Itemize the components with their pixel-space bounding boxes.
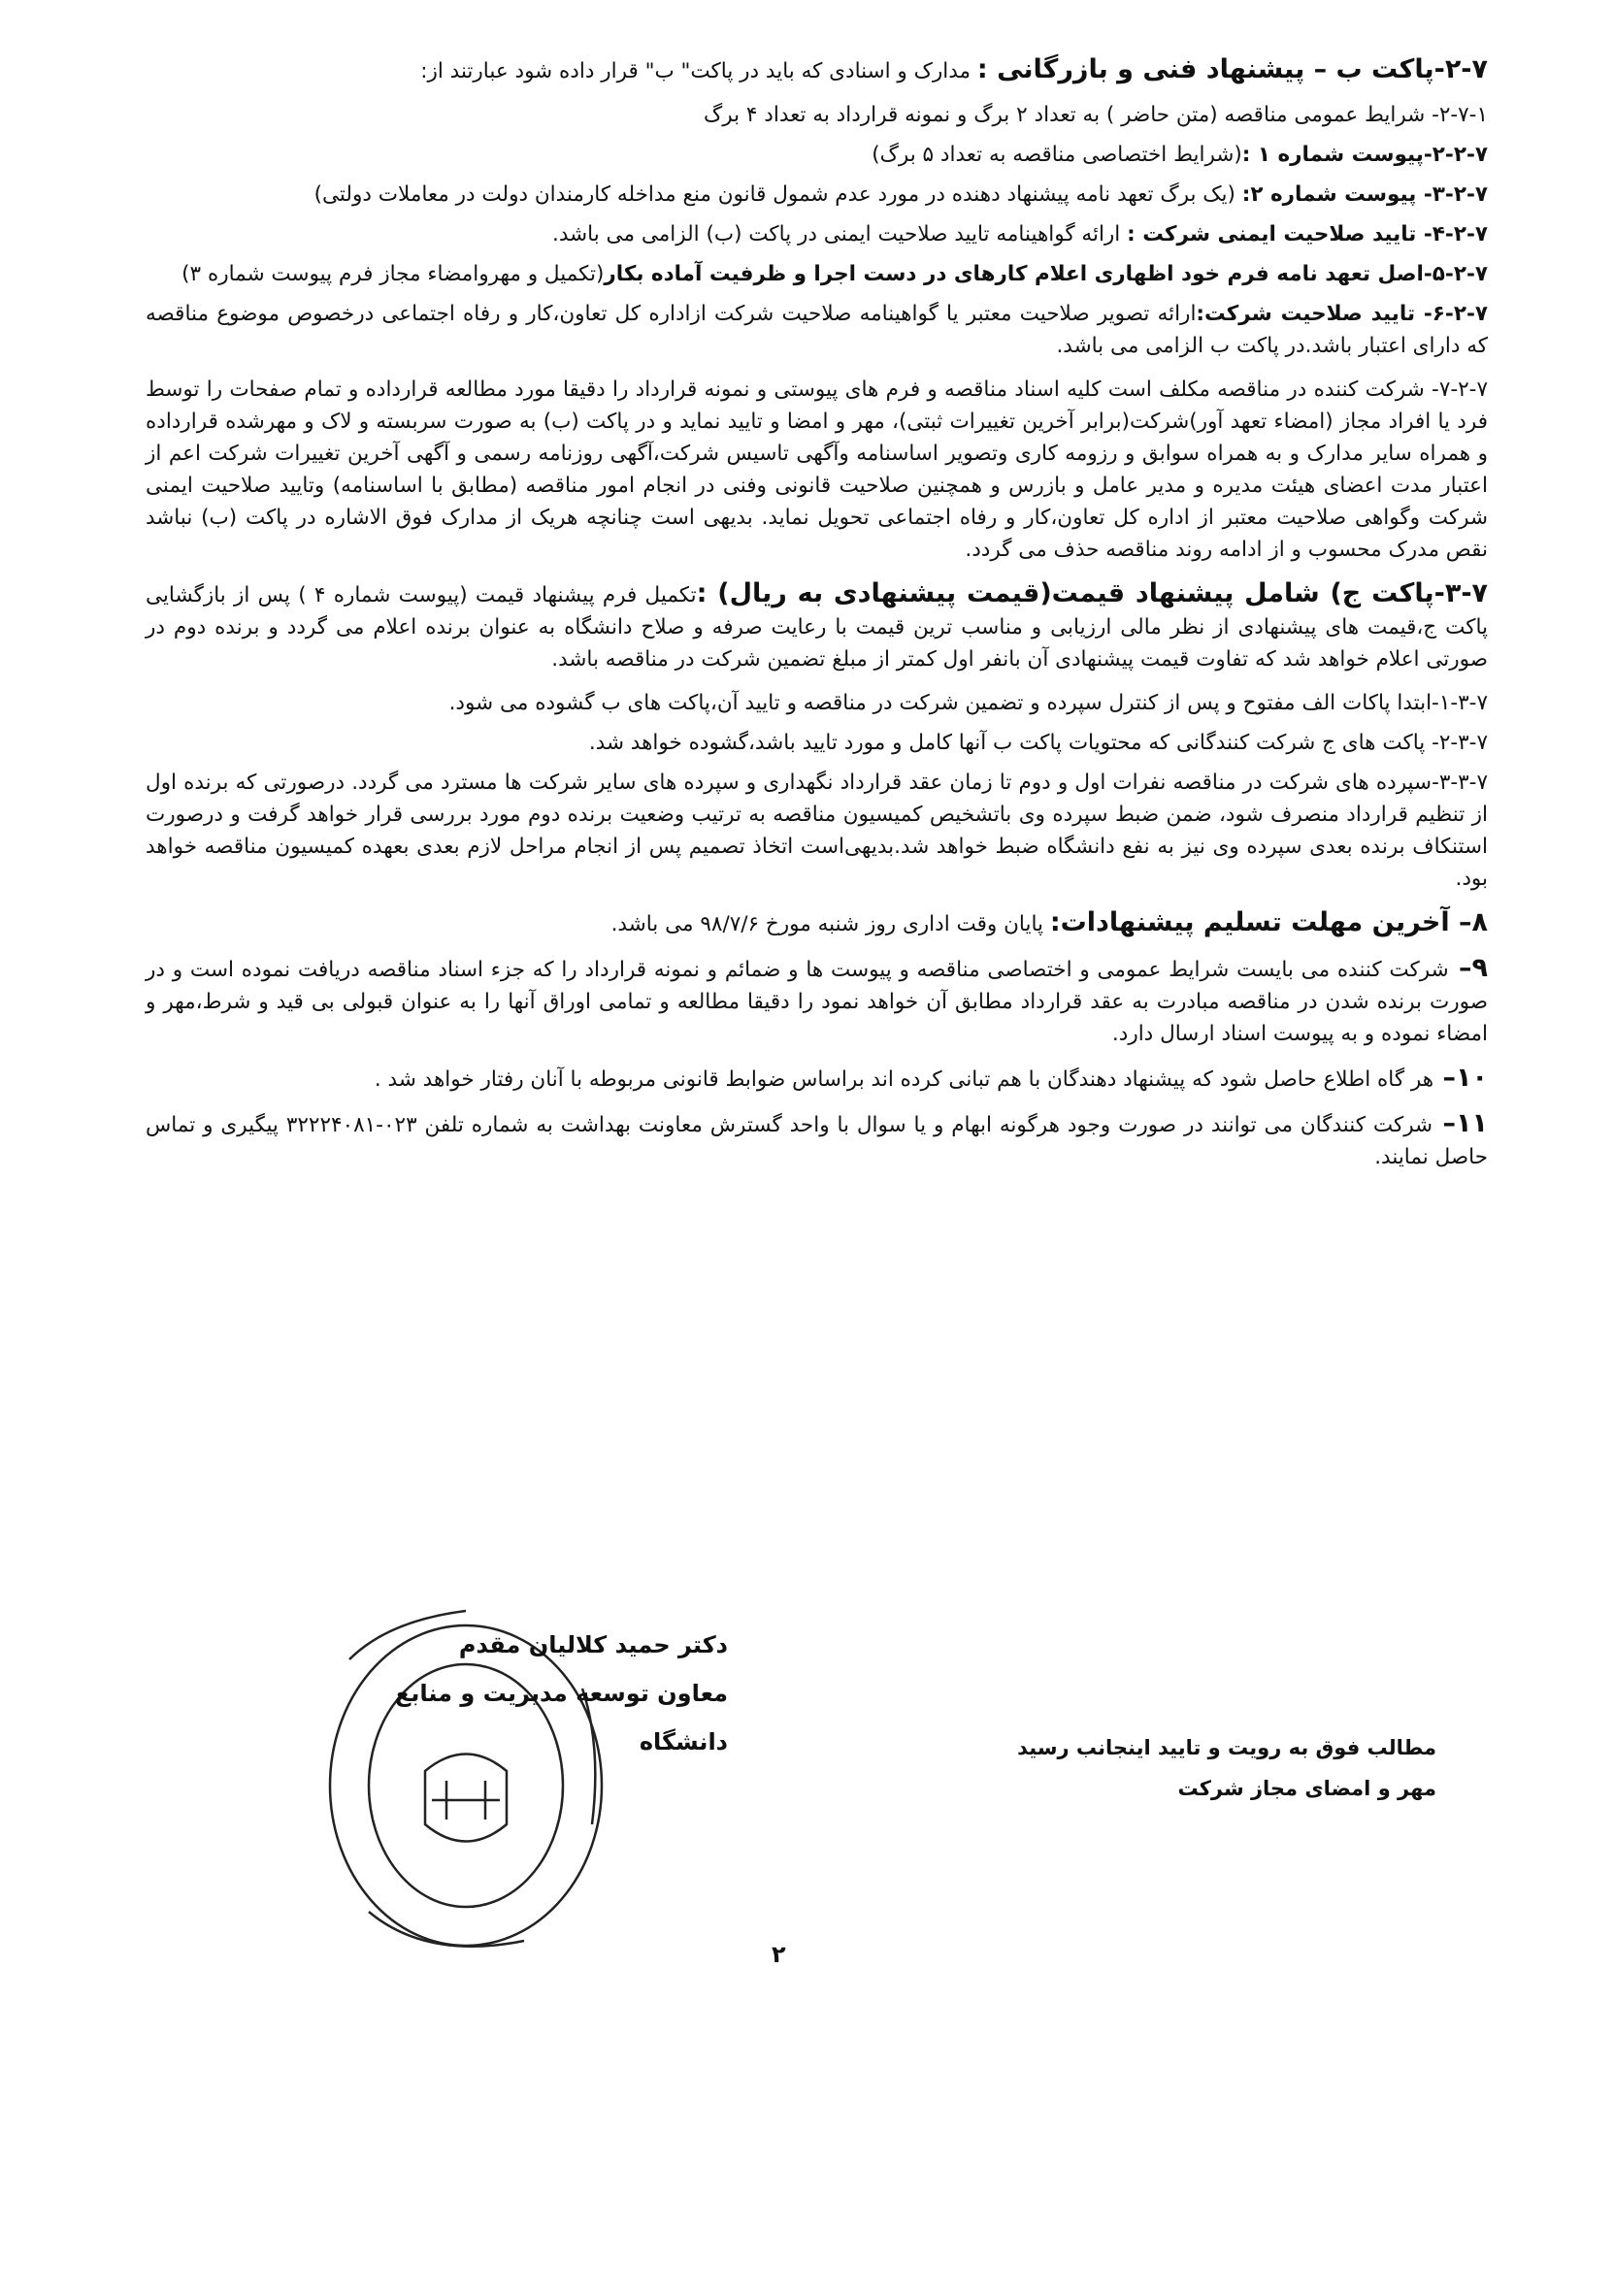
paragraph-heading: ۸– آخرین مهلت تسلیم پیشنهادات: <box>1049 907 1488 937</box>
paragraph-text: شرکت کننده می بایست شرایط عمومی و اختصاصی مناقصه و پیوست ها و ضمائم و نمونه قرارداد را که جزء اسناد مناقصه دریافت نموده است و در صورت برنده شدن در مناقصه مبادرت به عقد قرارداد مطابق آن خواهد نمود را دقیقا مطالعه و تمامی اوراق آنها را به عنوان قبولی بی قید و شرط،مهر و امضاء نموده و به پیوست اسناد ارسال دارد. <box>146 958 1488 1046</box>
paragraph-text: ارائه تصویر صلاحیت معتبر یا گواهینامه صلاحیت شرکت ازاداره کل تعاون،کار و رفاه اجتماعی درخصوص موضوع مناقصه که دارای اعتبار باشد.در پاکت ب الزامی می باشد. <box>146 302 1488 358</box>
paragraph-heading: ۳-۷-پاکت ج) شامل پیشنهاد قیمت(قیمت پیشنهادی به ریال) : <box>696 578 1489 608</box>
paragraph-5-2-7 <box>146 258 1488 290</box>
paragraph-9 <box>146 952 1488 1050</box>
paragraph-11 <box>146 1107 1488 1173</box>
paragraph-heading: ۴-۲-۷- تایید صلاحیت ایمنی شرکت : <box>1127 222 1488 246</box>
page-number: ۲ <box>772 1941 786 1968</box>
signatory-title: معاون توسعه مدیریت و منابع دانشگاه <box>394 1680 728 1755</box>
paragraph-8 <box>146 906 1488 940</box>
paragraph-1-2-7 <box>146 99 1488 131</box>
paragraph-text: (تکمیل و مهروامضاء مجاز فرم پیوست شماره ۳) <box>181 262 605 286</box>
paragraph-text: مدارک و اسنادی که باید در پاکت" ب" قرار داده شود عبارتند از: <box>420 59 977 83</box>
paragraph-heading: ۱۱– <box>1433 1108 1489 1138</box>
document-body <box>146 53 1488 1185</box>
paragraph-text: (یک برگ تعهد نامه پیشنهاد دهنده در مورد عدم شمول قانون منع مداخله کارمندان دولت در معاملات دولتی) <box>313 182 1242 207</box>
signatory-name: دکتر حمید کلالیان مقدم <box>458 1631 728 1658</box>
paragraph-7-2-7 <box>146 374 1488 566</box>
company-confirmation <box>932 1727 1436 1809</box>
paragraph-heading: ۳-۲-۷- پیوست شماره ۲: <box>1241 182 1488 207</box>
paragraph-text: (شرایط اختصاصی مناقصه به تعداد ۵ برگ) <box>872 143 1242 167</box>
paragraph-3-7 <box>146 577 1488 675</box>
company-stamp-label: مهر و امضای مجاز شرکت <box>1177 1777 1436 1800</box>
paragraph-1-3-7 <box>146 687 1488 719</box>
paragraph-2-2-7 <box>146 139 1488 171</box>
paragraph-text: ۳-۳-۷-سپرده های شرکت در مناقصه نفرات اول و دوم تا زمان عقد قرارداد نگهداری و سپرده های سایر شرکت ها مسترد می گردد. درصورتی که برنده اول از تنظیم قرارداد منصرف شود، ضمن ضبط سپرده وی باتشخیص کمیسیون مناقصه به ترتیب وضعیت برنده دوم مورد بررسی قرار خواهد گرفت و درصورت استنکاف برنده بعدی سپرده وی نیز به نفع دانشگاه ضبط خواهد شد.بدیهی‌است اتخاذ تصمیم پس از انجام مراحل لازم بعدی بعهده کمیسیون مناقصه خواهد بود. <box>146 771 1488 891</box>
paragraph-heading: ۲-۷-پاکت ب – پیشنهاد فنی و بازرگانی : <box>976 54 1488 84</box>
paragraph-heading: ۱۰– <box>1433 1063 1488 1093</box>
paragraph-text: ۲-۷-۱- شرایط عمومی مناقصه (متن حاضر ) به تعداد ۲ برگ و نمونه قرارداد به تعداد ۴ برگ <box>703 103 1488 127</box>
paragraph-heading: ۵-۲-۷-اصل تعهد نامه فرم خود اظهاری اعلام کارهای در دست اجرا و ظرفیت آماده بکار <box>604 262 1488 286</box>
signature-block <box>320 1621 728 1766</box>
paragraph-text: ۱-۳-۷-ابتدا پاکات الف مفتوح و پس از کنترل سپرده و تضمین شرکت در مناقصه و تایید آن،پاکت های ب گشوده می شود. <box>448 691 1488 715</box>
paragraph-4-2-7 <box>146 218 1488 250</box>
paragraph-2-7 <box>146 53 1488 87</box>
paragraph-heading: ۶-۲-۷- تایید صلاحیت شرکت: <box>1196 302 1488 326</box>
paragraph-3-2-7 <box>146 179 1488 211</box>
paragraph-text: تکمیل فرم پیشنهاد قیمت (پیوست شماره ۴ ) پس از بازگشایی پاکت ج،قیمت های پیشنهادی از نظر مالی ارزیابی و مناسب ترین قیمت با رعایت صرفه و صلاح دانشگاه به عنوان برنده اعلام می گردد و برنده دوم در صورتی اعلام خواهد شد که تفاوت قیمت پیشنهادی آن بانفر اول کمتر از مبلغ تضمین شرکت در مناقصه باشد. <box>146 583 1488 672</box>
paragraph-6-2-7 <box>146 298 1488 362</box>
paragraph-text: ۷-۲-۷- شرکت کننده در مناقصه مکلف است کلیه اسناد مناقصه و فرم های پیوستی و نمونه قرارداد را دقیقا مورد مطالعه قرارداده و تمام صفحات را توسط فرد یا افراد مجاز (امضاء تعهد آور)شرکت(برابر آخرین تغییرات ثبتی)، مهر و امضا و تایید نماید و در پاکت (ب) به صورت سربسته و لاک و مهرشده قرارداده و همراه سایر مدارک و به همراه سوابق و رزومه کاری وتصویر اساسنامه وآگهی تاسیس شرکت،آگهی روزنامه رسمی و آگهی آخرین تغییرات شرکت اعم از اعتبار مدت اعضای هیئت مدیره و مدیر عامل و بازرس و همچنین صلاحیت قانونی وفنی در انجام امور مناقصه (مطابق با اساسنامه) وتایید صلاحیت ایمنی شرکت وگواهی صلاحیت معتبر از اداره کل تعاون،کار و رفاه اجتماعی تحویل نماید. بدیهی است چنانچه هریک از مدارک فوق الاشاره در پاکت (ب) نباشد نقص مدرک محسوب و از ادامه روند مناقصه حذف می گردد. <box>146 377 1488 562</box>
paragraph-heading: ۹– <box>1448 953 1489 983</box>
paragraph-10 <box>146 1062 1488 1096</box>
paragraph-3-3-7 <box>146 767 1488 895</box>
paragraph-text: هر گاه اطلاع حاصل شود که پیشنهاد دهندگان با هم تبانی کرده اند براساس ضوابط قانونی مربوطه با آنان رفتار خواهد شد . <box>374 1067 1434 1092</box>
paragraph-heading: ۲-۲-۷-پیوست شماره ۱ : <box>1241 143 1488 167</box>
paragraph-text: شرکت کنندگان می توانند در صورت وجود هرگونه ابهام و یا سوال با واحد گسترش معاونت بهداشت به شماره تلفن ۰۲۳-۳۲۲۲۴۰۸۱ پیگیری و تماس حاصل نمایند. <box>146 1113 1488 1169</box>
confirmation-line: مطالب فوق به رویت و تایید اینجانب رسید <box>1017 1736 1436 1759</box>
paragraph-2-3-7 <box>146 727 1488 759</box>
paragraph-text: ۲-۳-۷- پاکت های ج شرکت کنندگانی که محتویات پاکت ب آنها کامل و مورد تایید باشد،گشوده خواهد شد. <box>588 731 1488 755</box>
paragraph-text: پایان وقت اداری روز شنبه مورخ ۹۸/۷/۶ می باشد. <box>610 912 1050 936</box>
paragraph-text: ارائه گواهینامه تایید صلاحیت ایمنی در پاکت (ب) الزامی می باشد. <box>552 222 1128 246</box>
